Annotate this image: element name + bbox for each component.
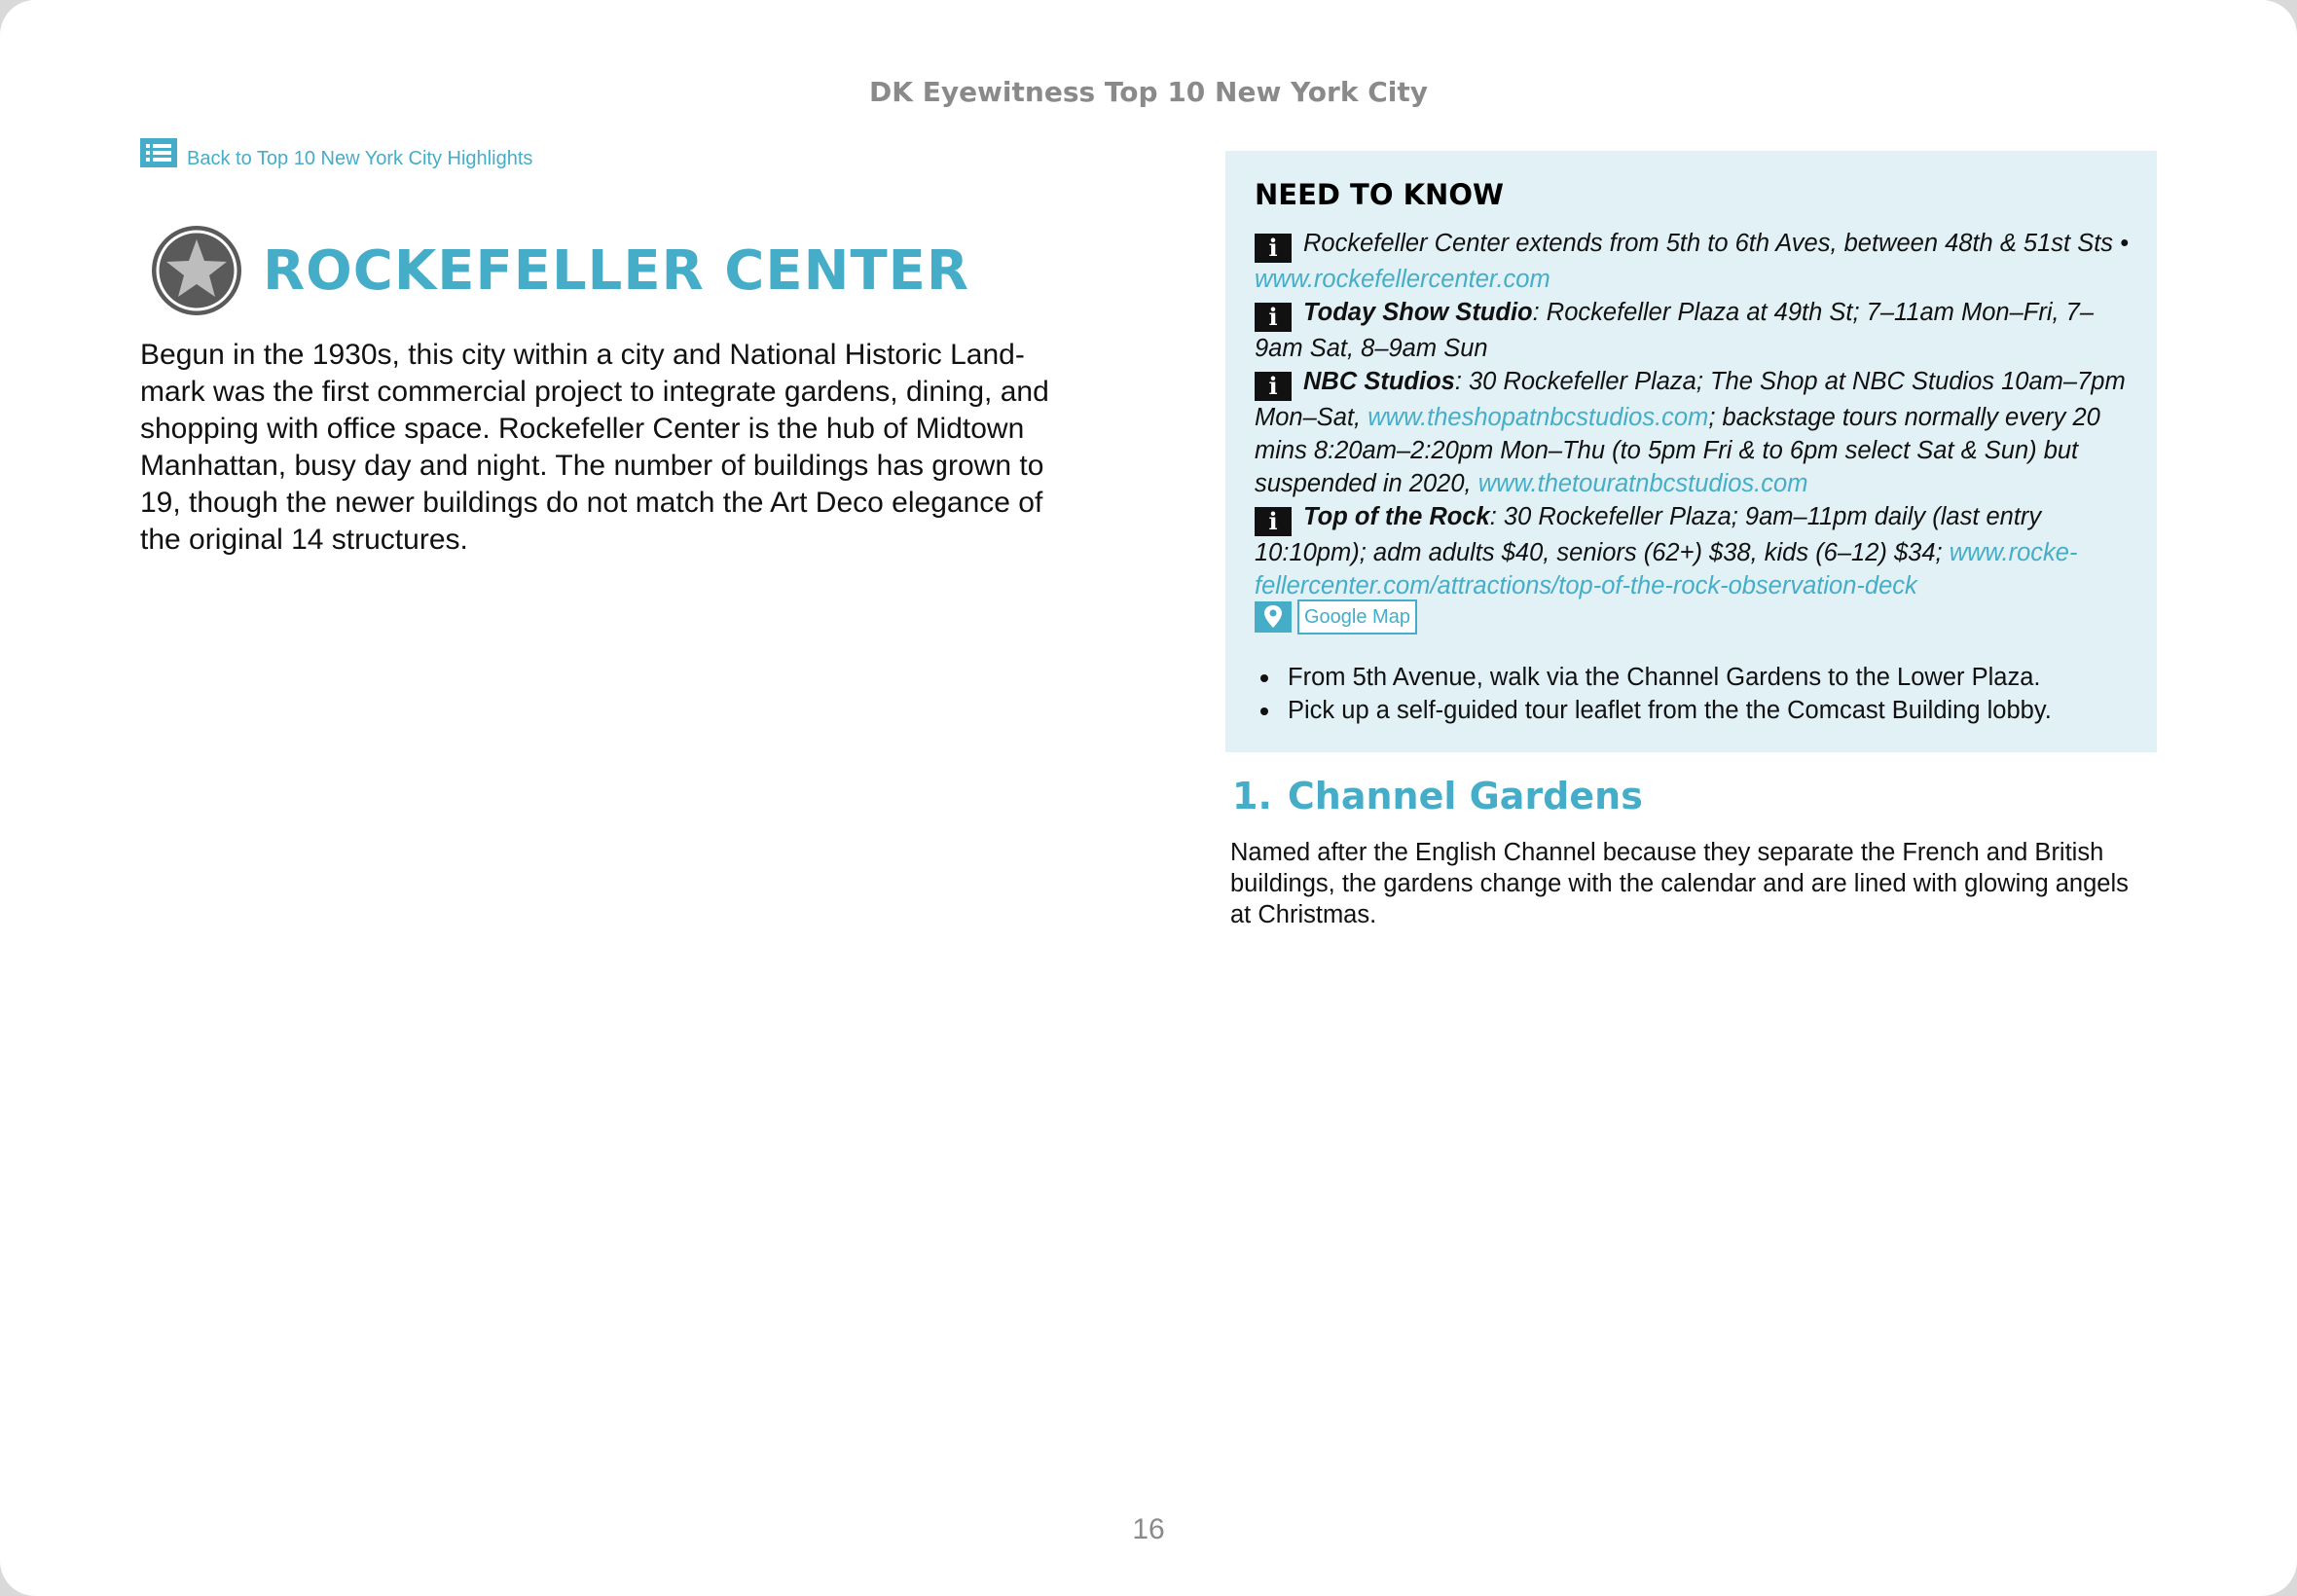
tip-item: From 5th Avenue, walk via the Channel Gardens to the Lower Plaza.	[1255, 661, 2131, 694]
ntk-entry-text: Rockefeller Center extends from 5th to 6th Aves, between 48th & 51st Sts •	[1303, 230, 2130, 257]
info-icon: i	[1255, 372, 1292, 401]
star-badge-icon	[150, 224, 243, 317]
article-title: ROCKEFELLER CENTER	[263, 238, 970, 303]
ntk-entry-nbc-studios	[1255, 365, 2131, 500]
section-heading-channel-gardens	[1232, 775, 1643, 817]
article-intro: Begun in the 1930s, this city within a city and National Historic Land-mark was the first commercial project to integrate gardens, dining, and shopping with office space. Rockefeller Center is the hub of Midtown Manhattan, busy day and night. The number of buildings has grown to 19, though the newer buildings do not match the Art Deco elegance of the original 14 structures.	[140, 339, 1049, 556]
info-icon: i	[1255, 303, 1292, 332]
ntk-entry-label: NBC Studios	[1303, 368, 1455, 395]
nbc-tour-link[interactable]: www.thetouratnbcstudios.com	[1477, 470, 1808, 497]
need-to-know-list	[1255, 227, 2131, 602]
info-icon: i	[1255, 507, 1292, 536]
nbc-shop-link[interactable]: www.theshopatnbcstudios.com	[1367, 404, 1709, 431]
back-to-highlights-link[interactable]	[140, 138, 532, 170]
back-link-label: Back to Top 10 New York City Highlights	[187, 148, 533, 169]
list-icon	[140, 138, 177, 167]
article-title-row	[150, 224, 969, 317]
section-number: 1.	[1232, 775, 1272, 817]
ntk-entry-today-show	[1255, 296, 2131, 365]
tip-item: Pick up a self-guided tour leaflet from the the Comcast Building lobby.	[1255, 694, 2131, 727]
ntk-entry-text: ; backstage tours normally every 20 mins 8:20am–2:20pm Mon–Thu (to 5pm Fri & to 6pm select Sat & Sun) but suspended in 2020,	[1255, 404, 2100, 497]
ntk-entry-location	[1255, 227, 2131, 296]
rockefeller-center-link[interactable]: www.rockefellercenter.com	[1255, 266, 1550, 293]
page-number: 16	[1132, 1513, 1165, 1545]
info-icon: i	[1255, 234, 1292, 263]
ntk-entry-label: Today Show Studio	[1303, 299, 1533, 326]
need-to-know-box	[1225, 151, 2157, 752]
map-pin-icon	[1255, 601, 1292, 633]
map-row	[1255, 599, 1417, 635]
google-map-button[interactable]: Google Map	[1297, 599, 1417, 635]
ntk-entry-text: : Rockefeller Plaza at 49th St; 7–11am Mon–Fri, 7–9am Sat, 8–9am Sun	[1255, 299, 2095, 362]
top-of-the-rock-link[interactable]: www.rocke-fellercenter.com/attractions/top-of-the-rock-observation-deck	[1255, 539, 2078, 599]
book-title: DK Eyewitness Top 10 New York City	[869, 76, 1428, 108]
ntk-entry-label: Top of the Rock	[1303, 503, 1490, 530]
section-body: Named after the English Channel because they separate the French and British buildings, the gardens change with the calendar and are lined with glowing angels at Christmas.	[1230, 839, 2129, 928]
tips-list	[1255, 661, 2131, 727]
section-title: Channel Gardens	[1287, 775, 1643, 817]
need-to-know-heading: NEED TO KNOW	[1255, 178, 1504, 211]
ntk-entry-top-of-the-rock	[1255, 500, 2131, 602]
ntk-entry-text: : 30 Rockefeller Plaza; The Shop at NBC Studios 10am–7pm Mon–Sat,	[1255, 368, 2126, 431]
ntk-entry-text: : 30 Rockefeller Plaza; 9am–11pm daily (last entry 10:10pm); adm adults $40, seniors (62+) $38, kids (6–12) $34;	[1255, 503, 2042, 566]
